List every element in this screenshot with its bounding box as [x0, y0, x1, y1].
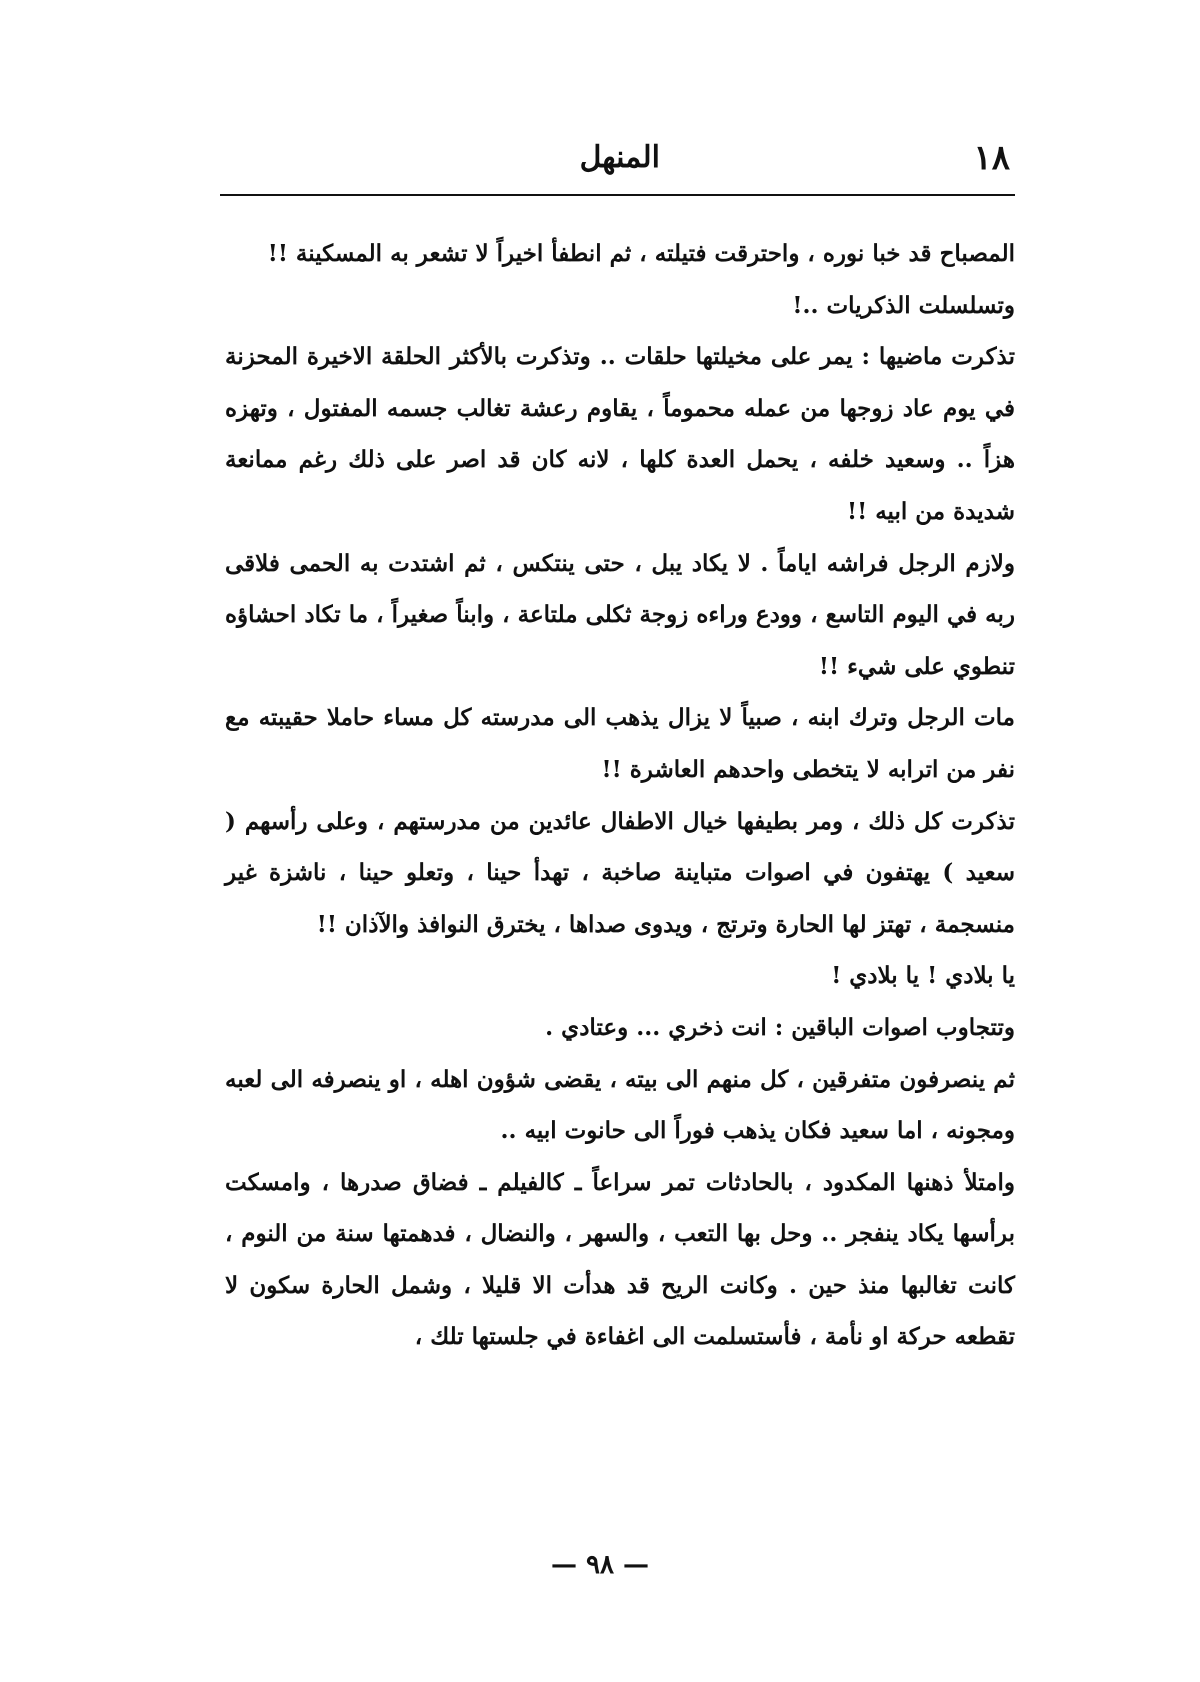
- page-number: ١٨: [973, 138, 1010, 178]
- paragraph: وتسلسلت الذكريات ..!: [792, 291, 1015, 319]
- paragraph: ثم ينصرفون متفرقين ، كل منهم الى بيته ، يقضى شؤون اهله ، او ينصرفه الى لعبه ومجونه ، اما سعيد فكان يذهب فوراً الى حانوت ابيه ..: [225, 1065, 1015, 1145]
- paragraph: ولازم الرجل فراشه اياماً . لا يكاد يبل ، حتى ينتكس ، ثم اشتدت به الحمى فلاقى ربه في اليوم التاسع ، وودع وراءه زوجة ثكلى ملتاعة ، وابناً صغيراً ، ما تكاد احشاؤه تنطوي على شيء !!: [225, 549, 1015, 680]
- paragraph: المصباح قد خبا نوره ، واحترقت فتيلته ، ثم انطفأ اخيراً لا تشعر به المسكينة !!: [267, 240, 1015, 267]
- folio-page-number: — ٩٨ —: [550, 1550, 650, 1580]
- paragraph: تذكرت ماضيها : يمر على مخيلتها حلقات .. وتذكرت بالأكثر الحلقة الاخيرة المحزنة في يوم عاد زوجها من عمله محموماً ، يقاوم رعشة تغالب جسمه المفتول ، وتهزه هزاً .. وسعيد خلفه ، يحمل العدة كلها ، لانه كان قد اصر على ذلك رغم ممانعة شديدة من ابيه !!: [225, 343, 1015, 525]
- paragraph: مات الرجل وترك ابنه ، صبياً لا يزال يذهب الى مدرسته كل مساء حاملا حقيبته مع نفر من اترابه لا يتخطى واحدهم العاشرة !!: [225, 704, 1015, 783]
- running-header: [220, 138, 1010, 190]
- journal-title: المنهل: [579, 140, 660, 175]
- header-rule: [220, 194, 1015, 196]
- paragraph: يا بلادي ! يا بلادي !: [831, 962, 1015, 990]
- article-body: [225, 228, 1015, 1363]
- paragraph: تذكرت كل ذلك ، ومر بطيفها خيال الاطفال عائدين من مدرستهم ، وعلى رأسهم ( سعيد ) يهتفون في اصوات متباينة صاخبة ، تهدأ حينا ، وتعلو حينا ، ناشزة غير منسجمة ، تهتز لها الحارة وترتج ، ويدوى صداها ، يخترق النوافذ والآذان !!: [225, 807, 1015, 938]
- paragraph: وامتلأ ذهنها المكدود ، بالحادثات تمر سراعاً ـ كالفيلم ـ فضاق صدرها ، وامسكت برأسها يكاد ينفجر .. وحل بها التعب ، والسهر ، والنضال ، فدهمتها سنة من النوم ، كانت تغالبها منذ حين . وكانت الريح قد هدأت الا قليلا ، وشمل الحارة سكون لا تقطعه حركة او نأمة ، فأستسلمت الى اغفاءة في جلستها تلك ،: [225, 1168, 1015, 1351]
- paragraph: وتتجاوب اصوات الباقين : انت ذخري ... وعتادي .: [545, 1013, 1015, 1041]
